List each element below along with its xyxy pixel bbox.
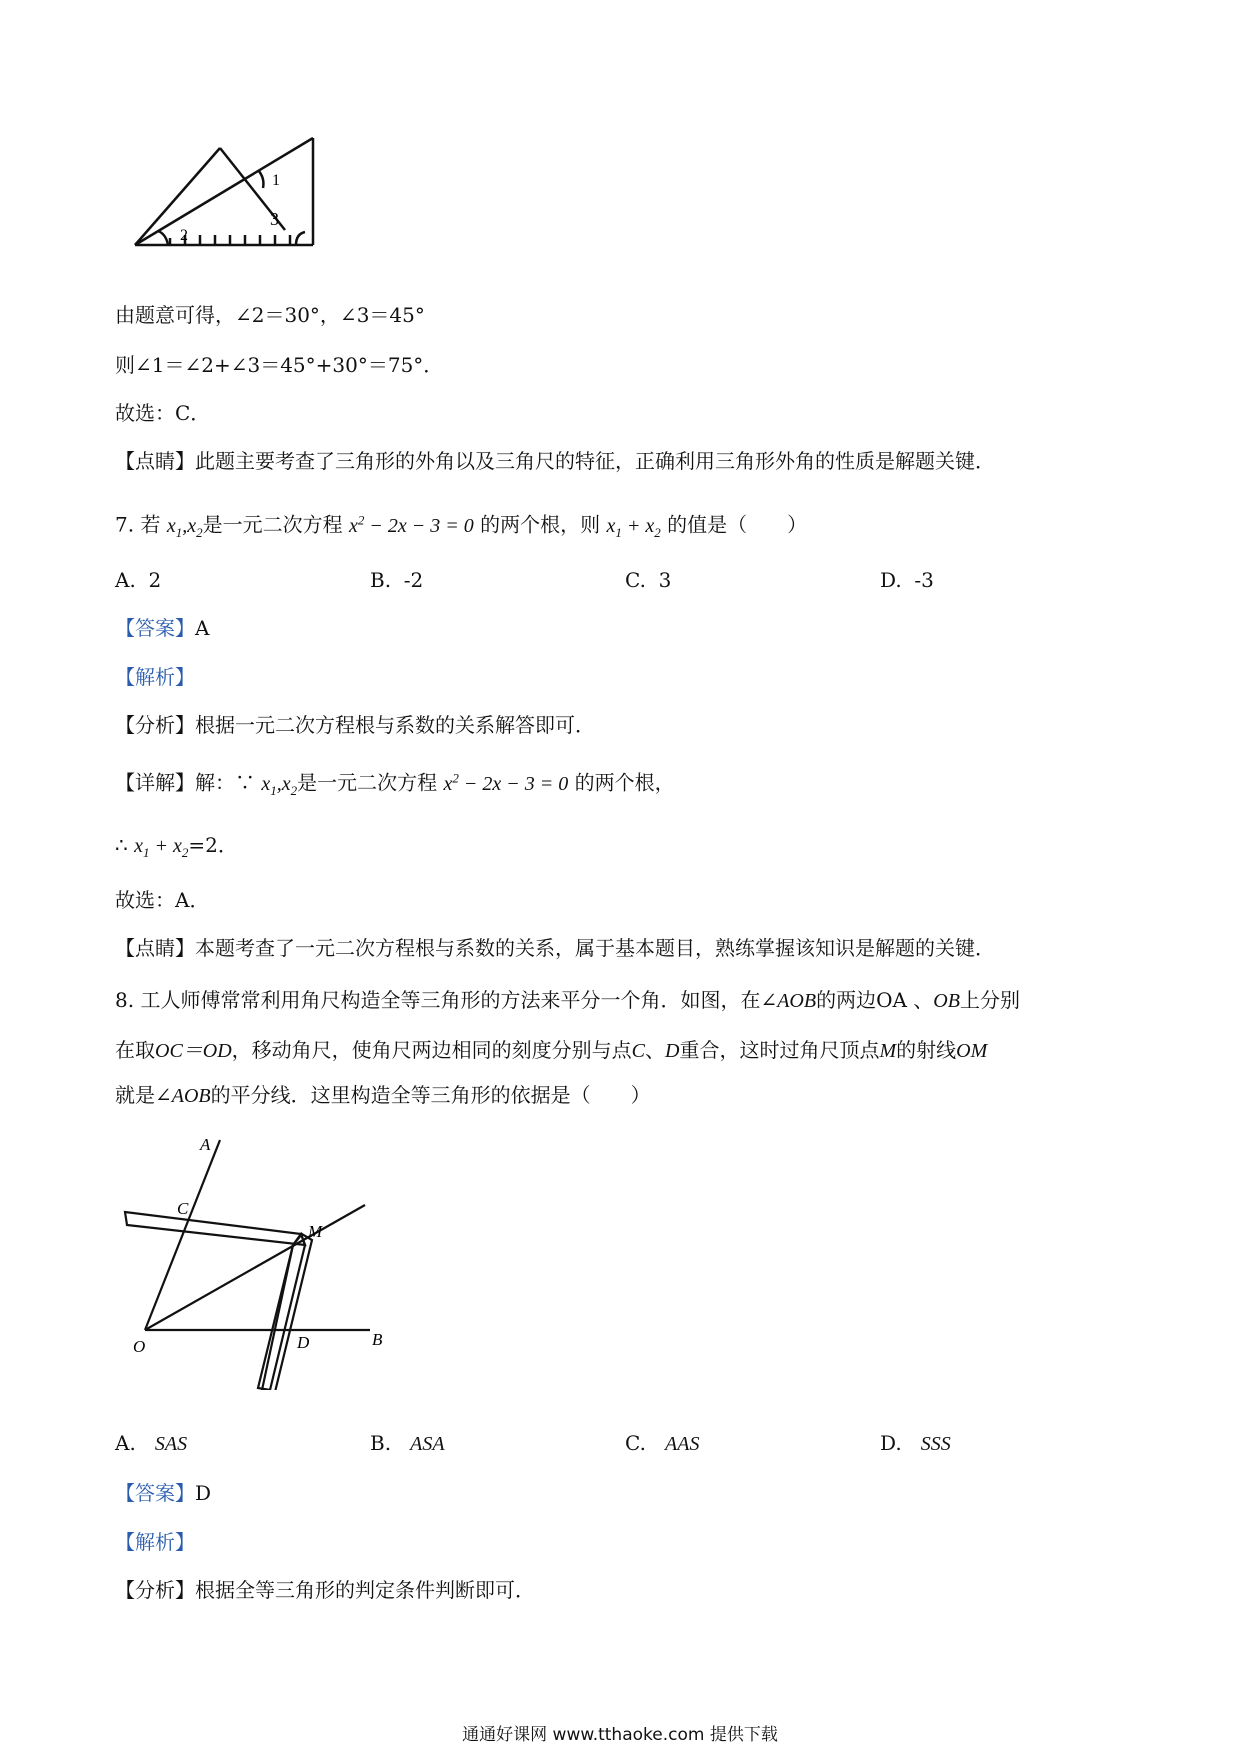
q7-question: [115, 505, 807, 548]
q7-number: 7. 若: [115, 512, 161, 537]
q7-option-b: B. -2: [370, 568, 424, 592]
label-o: O: [133, 1337, 146, 1356]
q6-solution-line1: 由题意可得，∠2＝30°，∠3＝45°: [115, 303, 425, 327]
comment-text: 此题主要考查了三角形的外角以及三角尺的特征，正确利用三角形外角的性质是解题关键．: [195, 449, 995, 473]
q7-analysis-tag: 【解析】: [115, 665, 195, 689]
equation: $x^2 - 2x - 3 = 0$: [348, 512, 474, 537]
q8-fenxi: 【分析】根据全等三角形的判定条件判断即可．: [115, 1578, 535, 1602]
label-d: D: [297, 1333, 310, 1352]
footer: 通通好课网 www.tthaoke.com 提供下载: [462, 1725, 778, 1745]
q8-option-a: A. SAS: [115, 1431, 188, 1455]
q8-analysis-tag: 【解析】: [115, 1530, 195, 1554]
angle-3-label: 3: [270, 209, 279, 229]
label-a: A: [200, 1135, 211, 1154]
q8-option-d: D. SSS: [880, 1431, 951, 1455]
label-b: B: [372, 1330, 383, 1349]
q8-option-c: C. AAS: [625, 1431, 700, 1455]
angle-1-label: 1: [272, 172, 280, 189]
q7-option-c: C. 3: [625, 568, 672, 592]
q7-fenxi: 【分析】根据一元二次方程根与系数的关系解答即可．: [115, 713, 595, 737]
q8-answer: 【答案】D: [115, 1481, 212, 1505]
q6-choice: 故选：C．: [115, 401, 211, 425]
q6-solution-line2: 则∠1＝∠2+∠3＝45°+30°＝75°．: [115, 353, 444, 377]
angle-square-figure: [115, 1130, 405, 1390]
q8-option-b: B. ASA: [370, 1431, 445, 1455]
x1-x2: $x_1,x_2$: [166, 514, 203, 540]
q7-answer: 【答案】A: [115, 616, 210, 640]
label-m: M: [308, 1222, 323, 1241]
q8-line3: 就是∠AOB的平分线．这里构造全等三角形的依据是（ ）: [115, 1083, 651, 1107]
q7-option-a: A. 2: [115, 568, 162, 592]
q7-text-a: 是一元二次方程: [202, 512, 343, 537]
triangle-ruler-figure: [130, 130, 330, 255]
q7-text-b: 的两个根，则: [480, 512, 601, 537]
label-c: C: [177, 1199, 189, 1218]
q7-text-c: 的值是（ ）: [667, 512, 808, 537]
q8-line2: 在取OC＝OD，移动角尺，使角尺两边相同的刻度分别与点C、D重合，这时过角尺顶点M的射线OM: [115, 1038, 988, 1062]
q7-detail: 【详解】解：∵ $x_1,x_2$是一元二次方程 $x^2 - 2x - 3 = 0$ 的两个根，: [115, 770, 675, 798]
q8-line1: 8. 工人师傅常常利用角尺构造全等三角形的方法来平分一个角．如图，在∠AOB的两边OA 、OB上分别: [115, 988, 1020, 1012]
angle-2-label: 2: [180, 227, 188, 244]
x1-plus-x2: $x_1 + x_2$: [606, 514, 661, 540]
q7-therefore: ∴ $x_1 + x_2=2$．: [115, 833, 238, 860]
q7-choice: 故选：A．: [115, 888, 210, 912]
q6-comment: [115, 446, 995, 476]
q7-option-d: D. -3: [880, 568, 934, 592]
q7-comment: 【点睛】本题考查了一元二次方程根与系数的关系，属于基本题目，熟练掌握该知识是解题的关键．: [115, 936, 995, 960]
comment-tag: 【点睛】: [115, 449, 195, 473]
